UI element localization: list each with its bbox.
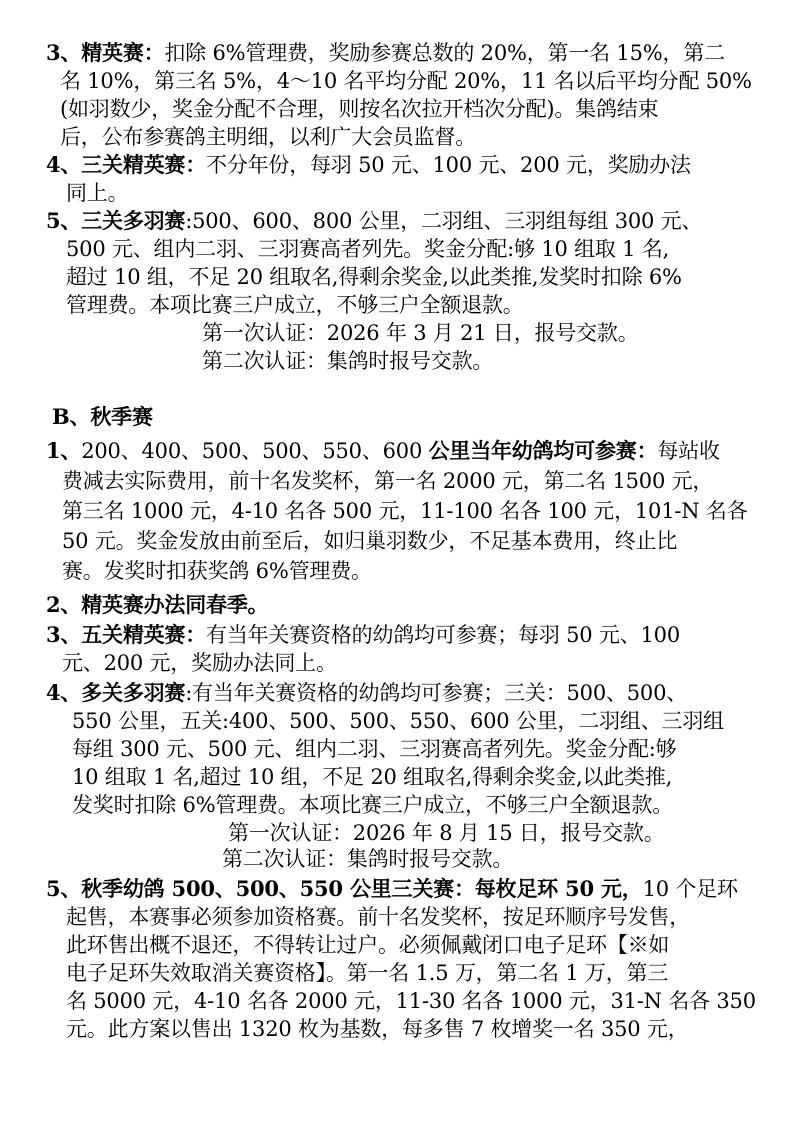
autumn-item-1-line-2: 费减去实际费用，前十名发奖杯，第一名 2000 元，第二名 1500 元， bbox=[62, 469, 714, 493]
spring-item-3-line-3: (如羽数少，奖金分配不合理，则按名次拉开档次分配)。集鸽结束 bbox=[60, 97, 659, 121]
spring-item-5-line-2: 500 元、组内二羽、三羽赛高者列先。奖金分配:够 10 组取 1 名, bbox=[66, 237, 670, 261]
spring-item-5-line-3: 超过 10 组，不足 20 组取名,得剩余奖金,以此类推,发奖时扣除 6% bbox=[66, 265, 682, 289]
autumn-item-2-line-1 bbox=[46, 590, 268, 620]
autumn-item-1-line-5: 赛。发奖时扣获奖鸽 6%管理费。 bbox=[62, 559, 372, 583]
autumn-item-4-line-4: 10 组取 1 名,超过 10 组，不足 20 组取名,得剩余奖金,以此类推, bbox=[72, 765, 673, 789]
autumn-item-3-title: 五关精英赛： bbox=[81, 622, 207, 647]
autumn-item-1-line-1 bbox=[46, 436, 720, 466]
autumn-section-heading: B、秋季赛 bbox=[52, 404, 153, 429]
autumn-certification-2: 第二次认证：集鸽时报号交款。 bbox=[222, 847, 514, 871]
spring-item-5-line-1 bbox=[46, 206, 702, 236]
spring-item-4-line-2: 同上。 bbox=[66, 181, 129, 205]
autumn-item-5-number: 5、 bbox=[46, 876, 82, 901]
autumn-item-4-text: :有当年关赛资格的幼鸽均可参赛；三关：500、500、 bbox=[185, 681, 688, 705]
autumn-item-4-number: 4、 bbox=[46, 680, 82, 705]
spring-item-3-number: 3、 bbox=[46, 40, 82, 65]
autumn-item-2-number: 2、 bbox=[46, 592, 82, 617]
autumn-item-5-line-2: 起售，本赛事必须参加资格赛。前十名发奖杯，按足环顺序号发售， bbox=[66, 905, 690, 929]
spring-certification-2: 第二次认证：集鸽时报号交款。 bbox=[202, 349, 494, 373]
autumn-item-5-text: 10 个足环 bbox=[642, 877, 738, 901]
spring-item-3-text: 扣除 6%管理费，奖励参赛总数的 20%，第一名 15%，第二 bbox=[164, 41, 725, 65]
spring-item-3-line-4: 后，公布参赛鸽主明细，以利广大会员监督。 bbox=[60, 125, 476, 149]
autumn-item-1-title: 公里当年幼鸽均可参赛： bbox=[428, 438, 658, 463]
autumn-item-5-title: 秋季幼鸽 500、500、550 公里三关赛：每枚足环 50 元， bbox=[81, 876, 643, 901]
autumn-item-5-line-4: 电子足环失效取消关赛资格】。第一名 1.5 万，第二名 1 万，第三 bbox=[66, 961, 669, 985]
autumn-item-3-number: 3、 bbox=[46, 622, 82, 647]
autumn-item-1-line-4: 50 元。奖金发放由前至后，如归巢羽数少，不足基本费用，终止比 bbox=[62, 529, 678, 553]
spring-certification-1: 第一次认证：2026 年 3 月 21 日，报号交款。 bbox=[202, 321, 639, 345]
spring-item-4-title: 三关精英赛： bbox=[81, 152, 207, 177]
spring-item-4-text: 不分年份，每羽 50 元、100 元、200 元，奖励办法 bbox=[206, 153, 691, 177]
spring-item-3-line-2: 名 10%，第三名 5%，4～10 名平均分配 20%，11 名以后平均分配 50% bbox=[60, 69, 752, 93]
autumn-item-1-distances: 200、400、500、500、550、600 bbox=[81, 439, 429, 463]
autumn-item-4-title: 多关多羽赛 bbox=[81, 680, 186, 705]
autumn-item-5-line-6: 元。此方案以售出 1320 枚为基数，每多售 7 枚增奖一名 350 元， bbox=[66, 1017, 689, 1041]
autumn-item-4-line-2: 550 公里，五关:400、500、500、550、600 公里，二羽组、三羽组 bbox=[72, 709, 724, 733]
autumn-item-5-line-1 bbox=[46, 874, 738, 904]
spring-item-3-title: 精英赛： bbox=[81, 40, 165, 65]
spring-item-5-text: :500、600、800 公里，二羽组、三羽组每组 300 元、 bbox=[185, 209, 703, 233]
autumn-item-5-line-5: 名 5000 元，4-10 名各 2000 元，11-30 名各 1000 元，31-N 名各 350 bbox=[66, 989, 756, 1013]
spring-item-5-title: 三关多羽赛 bbox=[81, 208, 186, 233]
spring-item-3-line-1 bbox=[46, 38, 725, 68]
spring-item-4-number: 4、 bbox=[46, 152, 82, 177]
autumn-certification-1: 第一次认证：2026 年 8 月 15 日，报号交款。 bbox=[228, 821, 665, 845]
autumn-item-3-line-1 bbox=[46, 620, 680, 650]
autumn-item-4-line-3: 每组 300 元、500 元、组内二羽、三羽赛高者列先。奖金分配:够 bbox=[72, 737, 677, 761]
autumn-item-1-line-3: 第三名 1000 元，4-10 名各 500 元，11-100 名各 100 元，101-N 名各 bbox=[62, 499, 748, 523]
autumn-item-4-line-1 bbox=[46, 678, 687, 708]
spring-item-5-number: 5、 bbox=[46, 208, 82, 233]
autumn-item-5-line-3: 此环售出概不退还，不得转让过户。必须佩戴闭口电子足环【※如 bbox=[66, 933, 670, 957]
autumn-item-2-title: 精英赛办法同春季。 bbox=[81, 592, 269, 617]
autumn-item-1-text: 每站收 bbox=[657, 439, 720, 463]
autumn-item-3-line-2: 元、200 元，奖励办法同上。 bbox=[62, 651, 337, 675]
autumn-item-1-number: 1、 bbox=[46, 438, 82, 463]
spring-item-4-line-1 bbox=[46, 150, 691, 180]
spring-item-5-line-4: 管理费。本项比赛三户成立，不够三户全额退款。 bbox=[66, 293, 524, 317]
autumn-item-3-text: 有当年关赛资格的幼鸽均可参赛；每羽 50 元、100 bbox=[206, 623, 680, 647]
autumn-item-4-line-5: 发奖时扣除 6%管理费。本项比赛三户成立，不够三户全额退款。 bbox=[72, 793, 673, 817]
